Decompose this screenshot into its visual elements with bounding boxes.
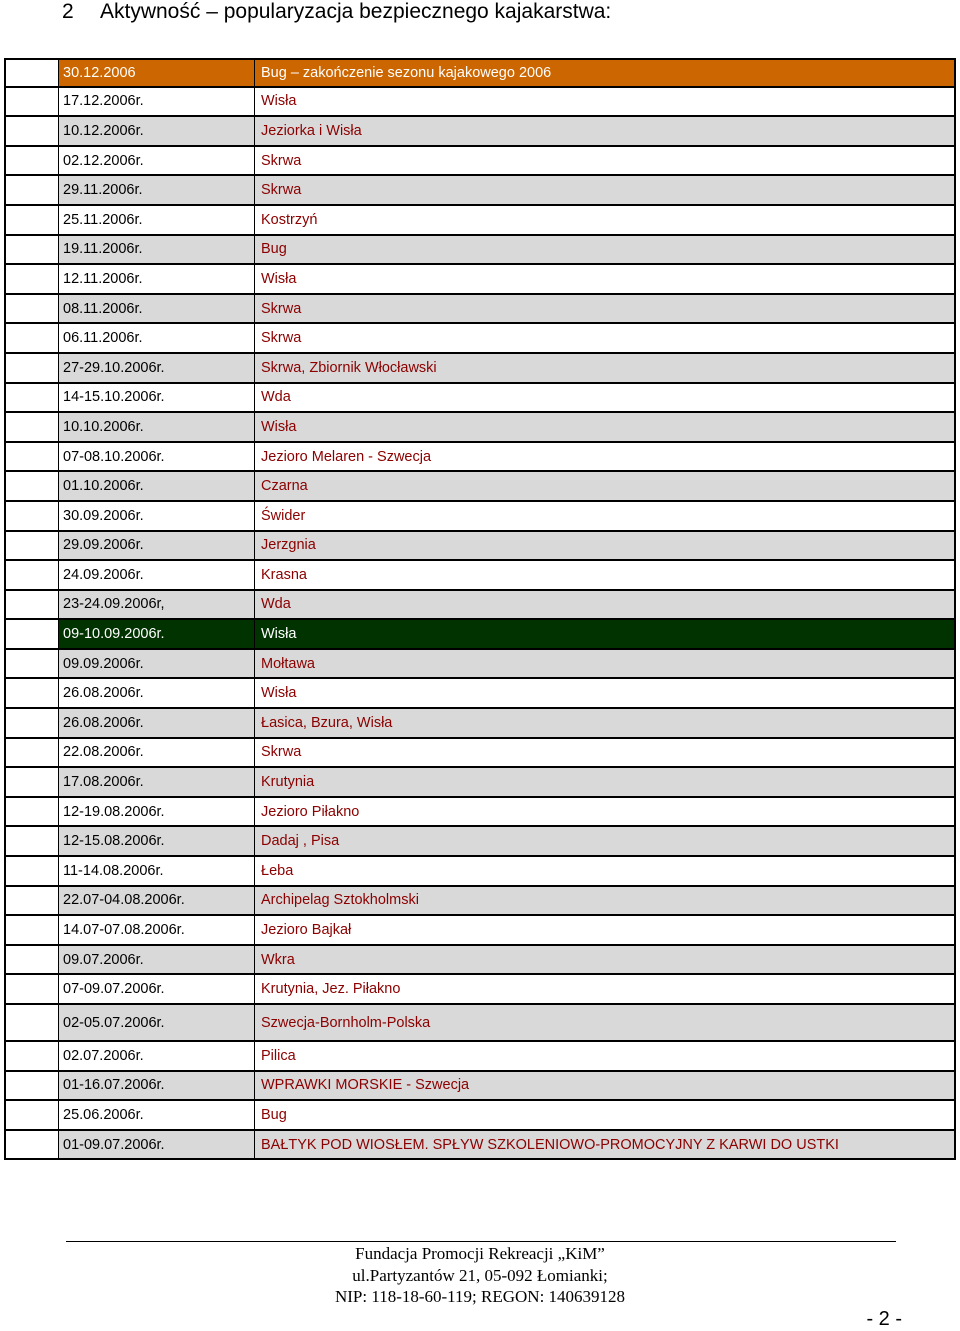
table-row [4,798,956,828]
row-gutter [6,857,58,885]
row-date: 07-09.07.2006r. [58,975,254,1003]
row-gutter [6,206,58,234]
section-number: 2 [62,0,74,23]
row-gutter [6,384,58,412]
row-gutter [6,413,58,441]
row-place: Krasna [254,561,954,589]
row-place: Jeziorka i Wisła [254,117,954,145]
row-gutter [6,679,58,707]
table-row [4,975,956,1005]
table-row [4,443,956,473]
row-date: 01-09.07.2006r. [58,1131,254,1159]
footer-address: ul.Partyzantów 21, 05-092 Łomianki; [352,1266,608,1285]
row-gutter [6,887,58,915]
row-gutter [6,265,58,293]
row-place: Skrwa [254,176,954,204]
row-date: 22.07-04.08.2006r. [58,887,254,915]
row-place: Jezioro Bajkał [254,916,954,944]
table-row [4,768,956,798]
table-row [4,236,956,266]
row-place: WPRAWKI MORSKIE - Szwecja [254,1072,954,1100]
row-place: Wda [254,384,954,412]
row-date: 02.12.2006r. [58,147,254,175]
row-date: 12-19.08.2006r. [58,798,254,826]
row-date: 09-10.09.2006r. [58,620,254,648]
table-row [4,1005,956,1042]
section-title: Aktywność – popularyzacja bezpiecznego kajakarstwa: [100,0,612,23]
table-row [4,413,956,443]
row-date: 23-24.09.2006r, [58,591,254,619]
row-date: 11-14.08.2006r. [58,857,254,885]
row-gutter [6,295,58,323]
row-place: Jezioro Piłakno [254,798,954,826]
table-row [4,827,956,857]
row-date: 30.12.2006 [58,60,254,86]
row-gutter [6,532,58,560]
row-gutter [6,650,58,678]
row-place: Łeba [254,857,954,885]
row-gutter [6,502,58,530]
row-gutter [6,768,58,796]
table-row [4,472,956,502]
row-date: 22.08.2006r. [58,739,254,767]
table-row [4,384,956,414]
row-gutter [6,946,58,974]
table-row [4,650,956,680]
row-date: 14-15.10.2006r. [58,384,254,412]
table-row [4,532,956,562]
row-place: Archipelag Sztokholmski [254,887,954,915]
row-gutter [6,443,58,471]
row-gutter [6,1131,58,1159]
row-place: BAŁTYK POD WIOSŁEM. SPŁYW SZKOLENIOWO-PROMOCYJNY Z KARWI DO USTKI [254,1131,954,1159]
row-date: 17.08.2006r. [58,768,254,796]
row-date: 26.08.2006r. [58,709,254,737]
row-place: Krutynia [254,768,954,796]
row-date: 02-05.07.2006r. [58,1005,254,1040]
row-date: 08.11.2006r. [58,295,254,323]
footer-tax-ids: NIP: 118-18-60-119; REGON: 140639128 [334,1287,626,1306]
row-place: Bug [254,1101,954,1129]
row-place: Krutynia, Jez. Piłakno [254,975,954,1003]
table-row [4,324,956,354]
table-row [4,561,956,591]
row-place: Wkra [254,946,954,974]
table-row [4,739,956,769]
row-place: Skrwa [254,739,954,767]
row-date: 29.11.2006r. [58,176,254,204]
row-gutter [6,117,58,145]
row-date: 01-16.07.2006r. [58,1072,254,1100]
row-place: Wisła [254,620,954,648]
row-place: Bug – zakończenie sezonu kajakowego 2006 [254,60,954,86]
row-gutter [6,916,58,944]
row-gutter [6,354,58,382]
row-gutter [6,88,58,116]
table-row [4,887,956,917]
row-gutter [6,975,58,1003]
table-row [4,1072,956,1102]
table-row [4,620,956,650]
row-gutter [6,176,58,204]
row-date: 14.07-07.08.2006r. [58,916,254,944]
row-date: 07-08.10.2006r. [58,443,254,471]
row-gutter [6,60,58,86]
row-place: Świder [254,502,954,530]
row-gutter [6,827,58,855]
row-date: 27-29.10.2006r. [58,354,254,382]
table-row [4,916,956,946]
table-row [4,1042,956,1072]
row-place: Kostrzyń [254,206,954,234]
row-gutter [6,620,58,648]
table-row [4,265,956,295]
table-row [4,709,956,739]
row-place: Skrwa, Zbiornik Włocławski [254,354,954,382]
table-row [4,295,956,325]
row-gutter [6,739,58,767]
footer-divider [66,1241,896,1242]
row-date: 30.09.2006r. [58,502,254,530]
row-date: 02.07.2006r. [58,1042,254,1070]
row-gutter [6,147,58,175]
row-place: Jezioro Melaren - Szwecja [254,443,954,471]
row-place: Wisła [254,679,954,707]
row-gutter [6,1005,58,1040]
row-place: Mołtawa [254,650,954,678]
table-row [4,1131,956,1161]
row-date: 25.11.2006r. [58,206,254,234]
row-place: Łasica, Bzura, Wisła [254,709,954,737]
row-place: Skrwa [254,295,954,323]
row-place: Czarna [254,472,954,500]
page-number: - 2 - [866,1308,902,1330]
row-place: Wisła [254,413,954,441]
row-date: 01.10.2006r. [58,472,254,500]
row-gutter [6,1101,58,1129]
table-row [4,857,956,887]
table-row [4,58,956,88]
row-place: Wda [254,591,954,619]
row-gutter [6,561,58,589]
row-gutter [6,798,58,826]
row-gutter [6,472,58,500]
row-gutter [6,591,58,619]
row-date: 09.07.2006r. [58,946,254,974]
table-row [4,88,956,118]
row-gutter [6,1042,58,1070]
row-date: 26.08.2006r. [58,679,254,707]
table-row [4,502,956,532]
row-date: 10.10.2006r. [58,413,254,441]
table-row [4,679,956,709]
row-date: 29.09.2006r. [58,532,254,560]
table-row [4,176,956,206]
section-heading [62,0,611,24]
row-date: 06.11.2006r. [58,324,254,352]
row-place: Pilica [254,1042,954,1070]
table-row [4,946,956,976]
table-row [4,1101,956,1131]
table-row [4,147,956,177]
table-row [4,206,956,236]
row-date: 12-15.08.2006r. [58,827,254,855]
row-date: 25.06.2006r. [58,1101,254,1129]
row-date: 12.11.2006r. [58,265,254,293]
row-gutter [6,1072,58,1100]
row-gutter [6,324,58,352]
row-date: 10.12.2006r. [58,117,254,145]
table-row [4,591,956,621]
row-place: Jerzgnia [254,532,954,560]
row-place: Dadaj , Pisa [254,827,954,855]
row-date: 09.09.2006r. [58,650,254,678]
row-date: 17.12.2006r. [58,88,254,116]
row-place: Bug [254,236,954,264]
row-date: 19.11.2006r. [58,236,254,264]
row-place: Skrwa [254,147,954,175]
footer-foundation-name: Fundacja Promocji Rekreacji „KiM” [355,1244,605,1263]
table-row [4,354,956,384]
row-gutter [6,236,58,264]
activity-table [4,58,956,1160]
table-row [4,117,956,147]
row-place: Wisła [254,88,954,116]
row-gutter [6,709,58,737]
row-place: Skrwa [254,324,954,352]
row-place: Szwecja-Bornholm-Polska [254,1005,954,1040]
row-place: Wisła [254,265,954,293]
row-date: 24.09.2006r. [58,561,254,589]
